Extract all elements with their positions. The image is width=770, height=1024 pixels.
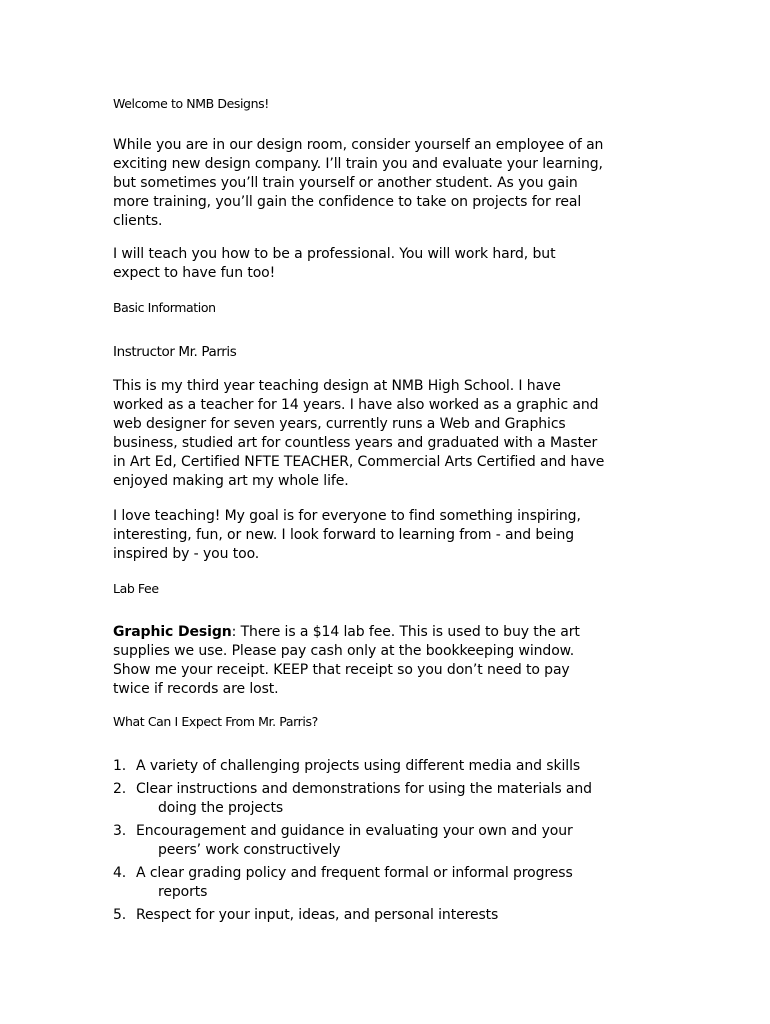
paragraph-line: in Art Ed, Certified NFTE TEACHER, Commercial Arts Certified and have [113,454,605,470]
list-item [113,864,693,902]
basic-information-heading: Basic Information [113,300,216,315]
paragraph-line: While you are in our design room, consider yourself an employee of an [113,137,604,153]
list-item-text: A clear grading policy and frequent formal or informal progress [136,865,573,881]
love-teaching-paragraph [113,507,673,564]
paragraph-line [113,623,673,642]
lab-fee-heading: Lab Fee [113,581,159,596]
paragraph-line: inspired by - you too. [113,546,260,562]
list-number: 2. [113,781,127,797]
paragraph-line: expect to have fun too! [113,265,276,281]
list-item [113,757,693,776]
list-item-text: Encouragement and guidance in evaluating your own and your [136,823,573,839]
paragraph-line: interesting, fun, or new. I look forward to learning from - and being [113,527,575,543]
lab-fee-text: : There is a $14 lab fee. This is used to buy the art [231,624,580,640]
list-number: 4. [113,865,127,881]
paragraph-line: Show me your receipt. KEEP that receipt so you don’t need to pay [113,662,570,678]
paragraph-line: enjoyed making art my whole life. [113,473,349,489]
paragraph-line: This is my third year teaching design at NMB High School. I have [113,378,561,394]
paragraph-line: but sometimes you’ll train yourself or another student. As you gain [113,175,578,191]
list-item [113,780,693,818]
list-item-text: A variety of challenging projects using different media and skills [136,758,581,774]
paragraph-line: business, studied art for countless years and graduated with a Master [113,435,598,451]
list-item-text: peers’ work constructively [158,842,341,858]
list-number: 1. [113,758,127,774]
bio-paragraph [113,377,673,491]
paragraph-line: exciting new design company. I’ll train you and evaluate your learning, [113,156,603,172]
list-item-text: Clear instructions and demonstrations for using the materials and [136,781,592,797]
graphic-design-label: Graphic Design [113,624,232,640]
welcome-heading: Welcome to NMB Designs! [113,96,269,111]
list-item [113,822,693,860]
list-item [113,906,693,925]
expectations-heading: What Can I Expect From Mr. Parris? [113,714,318,729]
professional-paragraph [113,245,673,283]
paragraph-line: twice if records are lost. [113,681,279,697]
paragraph-line: clients. [113,213,163,229]
list-item-text: doing the projects [158,800,284,816]
paragraph-line: more training, you’ll gain the confidence to take on projects for real [113,194,582,210]
instructor-line: Instructor Mr. Parris [113,344,237,360]
paragraph-line: I will teach you how to be a professional. You will work hard, but [113,246,556,262]
paragraph-line: supplies we use. Please pay cash only at the bookkeeping window. [113,643,575,659]
lab-fee-paragraph [113,623,673,699]
list-item-text: Respect for your input, ideas, and personal interests [136,907,499,923]
expectations-list [113,757,693,929]
list-item-text: reports [158,884,208,900]
paragraph-line: web designer for seven years, currently runs a Web and Graphics [113,416,566,432]
list-number: 5. [113,907,127,923]
list-number: 3. [113,823,127,839]
intro-paragraph [113,136,673,231]
paragraph-line: I love teaching! My goal is for everyone to find something inspiring, [113,508,581,524]
paragraph-line: worked as a teacher for 14 years. I have also worked as a graphic and [113,397,599,413]
